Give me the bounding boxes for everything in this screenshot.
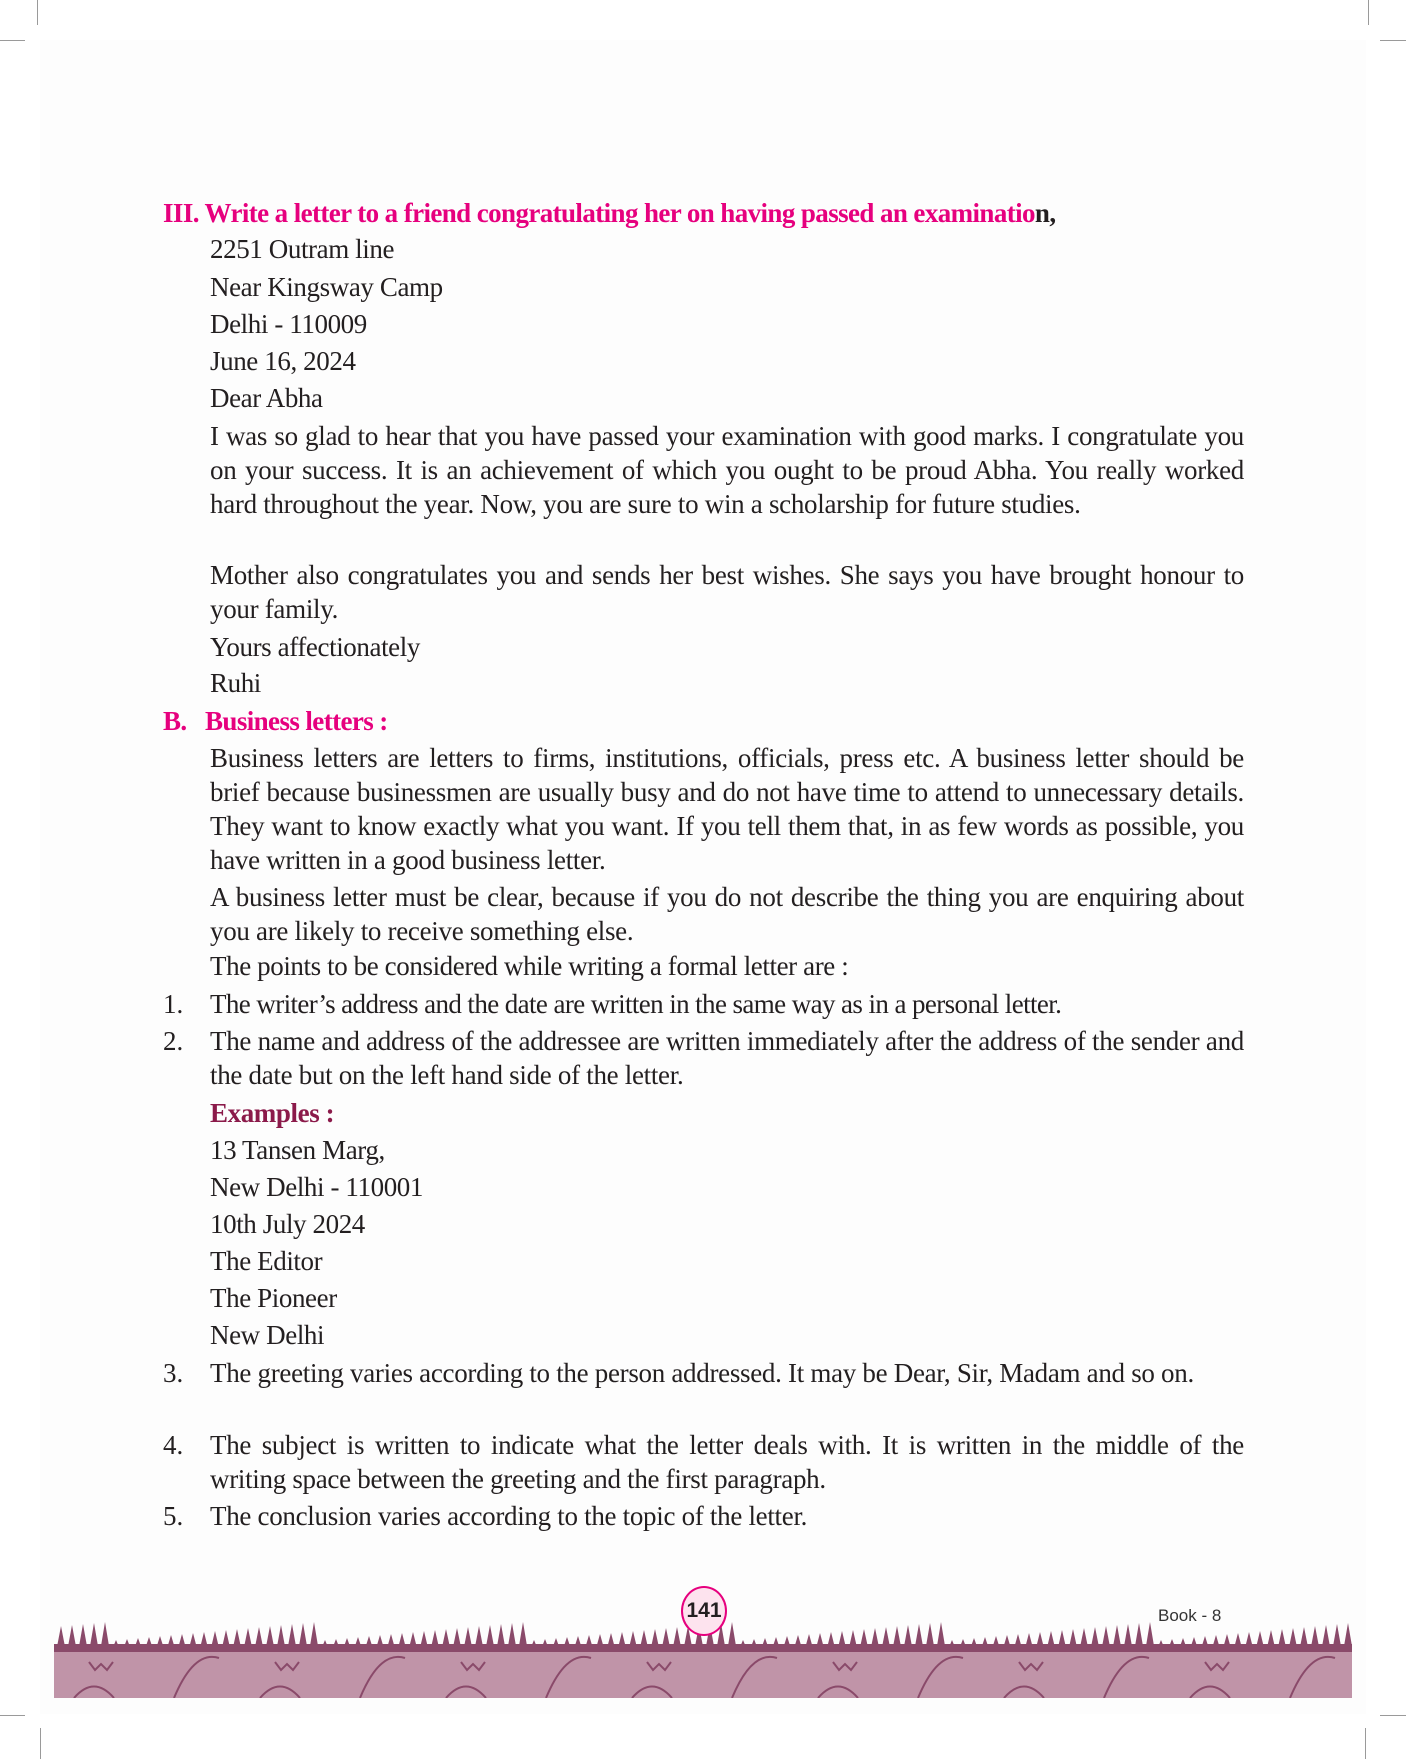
point-text: The conclusion varies according to the topic of the letter. xyxy=(210,1501,808,1531)
crop-mark xyxy=(1365,1728,1366,1759)
body-paragraph: The points to be considered while writing a formal letter are : xyxy=(210,951,849,981)
section-heading xyxy=(163,196,1056,230)
body-paragraph: A business letter must be clear, because if you do not describe the thing you are enquiring about you are likely to receive something else. xyxy=(210,882,1244,946)
address-line: 2251 Outram line xyxy=(210,234,395,264)
crop-mark xyxy=(1368,0,1369,25)
heading-text-end: n, xyxy=(1034,198,1056,228)
letter-signature: Ruhi xyxy=(210,668,261,698)
examples-label: Examples : xyxy=(210,1098,335,1128)
letter-date: June 16, 2024 xyxy=(210,346,356,376)
crop-mark xyxy=(40,1728,41,1759)
letter-paragraph: I was so glad to hear that you have passed your examination with good marks. I congratulate you on your success. It is an achievement of which you ought to be proud Abha. You really worked hard throughout the year. Now, you are sure to win a scholarship for future studies. xyxy=(210,421,1244,519)
example-line: New Delhi - 110001 xyxy=(210,1172,424,1202)
example-line: New Delhi xyxy=(210,1320,325,1350)
example-line: The Pioneer xyxy=(210,1283,337,1313)
crop-mark xyxy=(1380,40,1406,41)
page-number: 141 xyxy=(681,1586,727,1636)
point-text: The greeting varies according to the person addressed. It may be Dear, Sir, Madam and so on. xyxy=(210,1358,1194,1388)
address-line: Delhi - 110009 xyxy=(210,309,367,339)
heading-text: III. Write a letter to a friend congratulating her on having passed an examinatio xyxy=(163,198,1035,228)
body-paragraph: Business letters are letters to firms, institutions, officials, press etc. A business letter should be brief because businessmen are usually busy and do not have time to attend to unnecessary details. They want to know exactly what you want. If you tell them that, in as few words as possible, you have written in a good business letter. xyxy=(210,743,1244,875)
letter-paragraph: Mother also congratulates you and sends her best wishes. She says you have brought honour to your family. xyxy=(210,560,1244,624)
point-number: 1. xyxy=(163,989,184,1019)
address-line: Near Kingsway Camp xyxy=(210,272,443,302)
crop-mark xyxy=(1380,1715,1406,1716)
point-number: 3. xyxy=(163,1358,184,1388)
example-line: 10th July 2024 xyxy=(210,1209,365,1239)
point-number: 4. xyxy=(163,1430,184,1460)
point-text: The name and address of the addressee are written immediately after the address of the sender and the date but on the left hand side of the letter. xyxy=(210,1026,1244,1090)
letter-closing: Yours affectionately xyxy=(210,632,420,662)
section-b-heading: B. Business letters : xyxy=(163,706,388,736)
point-number: 2. xyxy=(163,1026,184,1056)
letter-greeting: Dear Abha xyxy=(210,383,323,413)
point-text: The writer’s address and the date are written in the same way as in a personal letter. xyxy=(210,989,1062,1019)
example-line: 13 Tansen Marg, xyxy=(210,1135,385,1165)
example-line: The Editor xyxy=(210,1246,323,1276)
crop-mark xyxy=(0,1715,25,1716)
book-label: Book - 8 xyxy=(1158,1606,1222,1625)
crop-mark xyxy=(0,40,25,41)
point-number: 5. xyxy=(163,1501,184,1531)
crop-mark xyxy=(37,0,38,25)
point-text: The subject is written to indicate what the letter deals with. It is written in the middle of the writing space between the greeting and the first paragraph. xyxy=(210,1430,1244,1494)
